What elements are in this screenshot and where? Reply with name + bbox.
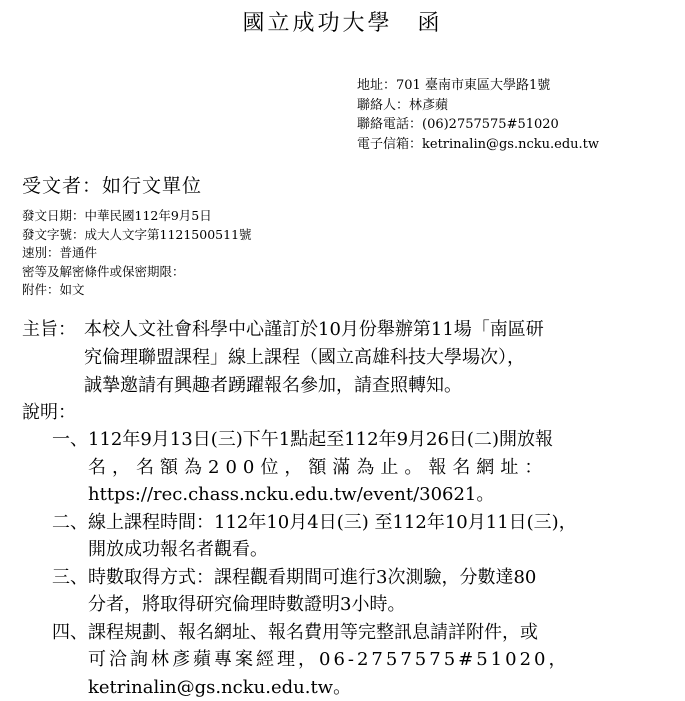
- document-number: 發文字號：成大人文字第1121500511號: [22, 226, 252, 245]
- item-line: 開放成功報名者觀看。: [88, 536, 670, 564]
- item-number: 四、: [22, 619, 88, 701]
- item-line: 課程規劃、報名網址、報名費用等完整訊息請詳附件，或: [88, 619, 670, 647]
- item-line: https://rec.chass.ncku.edu.tw/event/30621。: [88, 481, 670, 509]
- contact-email: 電子信箱：ketrinalin@gs.ncku.edu.tw: [357, 135, 599, 155]
- item-line: 可洽詢林彥蘋專案經理，06-2757575#51020，: [88, 646, 670, 674]
- explanation-item: [22, 509, 670, 564]
- confidentiality: 密等及解密條件或保密期限：: [22, 263, 252, 282]
- item-line: 名，名額為200位，額滿為止。報名網址：: [88, 454, 670, 482]
- explanation-item: [22, 619, 670, 701]
- explanation-label: 說明：: [22, 398, 76, 424]
- explanation-item: [22, 564, 670, 619]
- item-number: 三、: [22, 564, 88, 619]
- item-line: 時數取得方式：課程觀看期間可進行3次測驗，分數達80: [88, 564, 670, 592]
- item-line: 線上課程時間：112年10月4日(三) 至112年10月11日(三)，: [88, 509, 670, 537]
- contact-address: 地址：701 臺南市東區大學路1號: [357, 76, 599, 96]
- explanation-list: [22, 426, 670, 701]
- contact-person: 聯絡人：林彥蘋: [357, 96, 599, 116]
- subject-line: 究倫理聯盟課程」線上課程（國立高雄科技大學場次），: [84, 344, 670, 372]
- document-title: 國立成功大學 函: [0, 6, 685, 37]
- contact-phone: 聯絡電話：(06)2757575#51020: [357, 115, 599, 135]
- attachment: 附件：如文: [22, 281, 252, 300]
- subject-label: 主旨：: [22, 316, 84, 344]
- recipient: 受文者：如行文單位: [22, 171, 202, 198]
- subject-line: 本校人文社會科學中心謹訂於10月份舉辦第11場「南區研: [84, 316, 670, 344]
- document-meta: [22, 207, 252, 300]
- explanation-item: [22, 426, 670, 509]
- subject-section: [22, 316, 670, 400]
- delivery-speed: 速別：普通件: [22, 244, 252, 263]
- item-line: 112年9月13日(三)下午1點起至112年9月26日(二)開放報: [88, 426, 670, 454]
- item-line: 分者，將取得研究倫理時數證明3小時。: [88, 591, 670, 619]
- contact-info: [357, 76, 599, 154]
- item-line: ketrinalin@gs.ncku.edu.tw。: [88, 674, 670, 701]
- item-number: 二、: [22, 509, 88, 564]
- item-number: 一、: [22, 426, 88, 509]
- subject-line: 誠摯邀請有興趣者踴躍報名參加，請查照轉知。: [84, 372, 670, 400]
- issue-date: 發文日期：中華民國112年9月5日: [22, 207, 252, 226]
